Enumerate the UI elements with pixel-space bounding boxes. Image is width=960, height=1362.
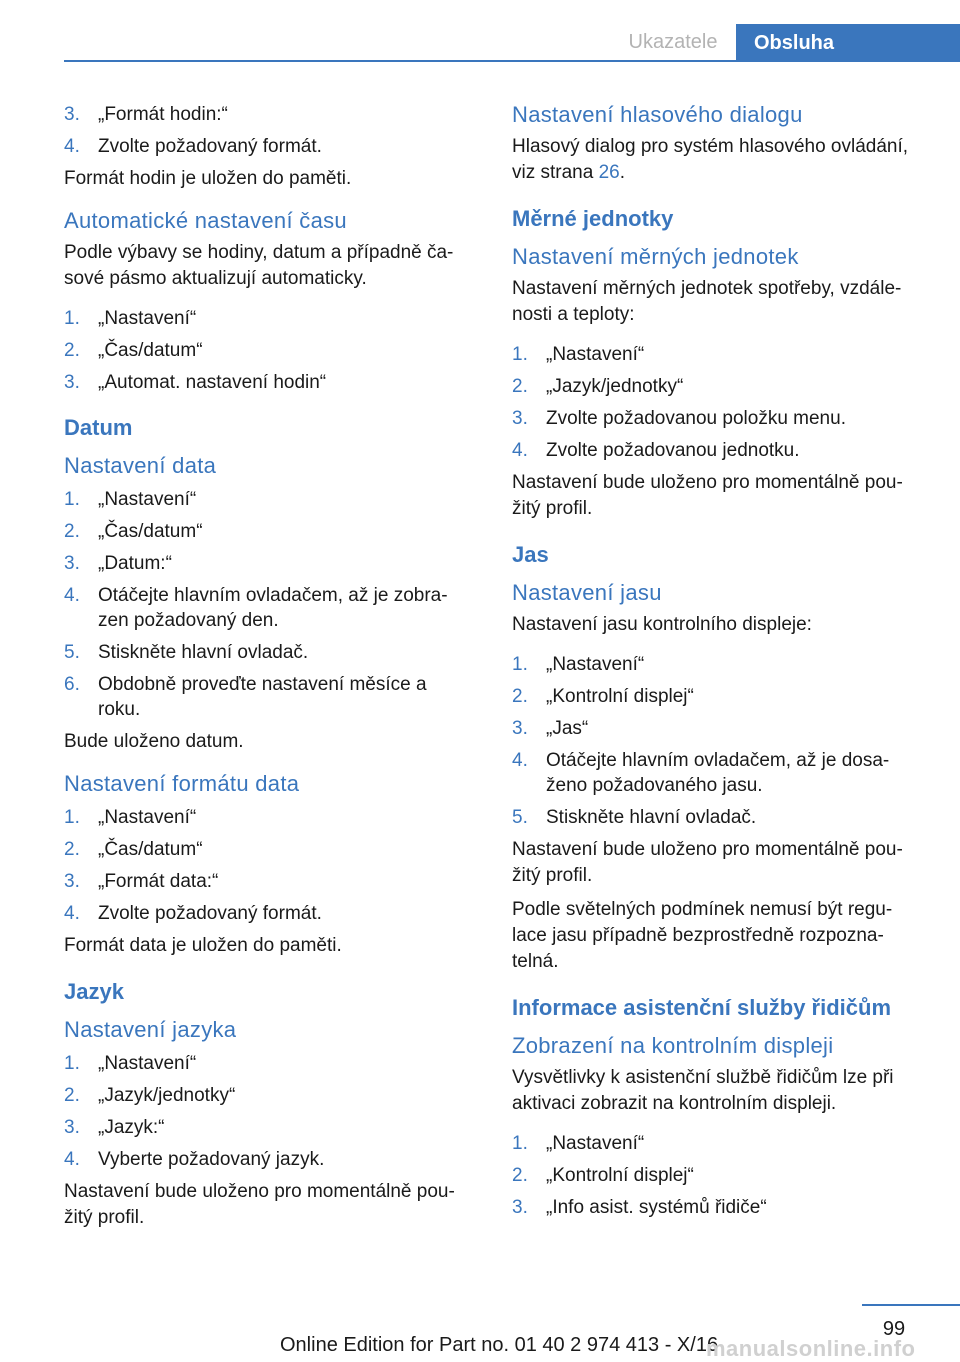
step-number: 3. [512, 718, 528, 739]
step-text: „Formát hodin:“ [98, 104, 228, 125]
step-number: 1. [512, 654, 528, 675]
clock-format-steps [64, 102, 474, 159]
step-number: 3. [64, 871, 80, 892]
footer-rule [862, 1304, 960, 1306]
clock-format-note: Formát hodin je uložen do paměti. [64, 168, 352, 189]
page-link[interactable]: 26 [598, 162, 620, 183]
step-number: 3. [64, 553, 80, 574]
step-number: 3. [64, 372, 80, 393]
step-number: 1. [64, 308, 80, 329]
list-item [64, 551, 474, 576]
list-item [512, 342, 922, 367]
list-item [64, 102, 474, 127]
step-number: 5. [512, 807, 528, 828]
step-text: „Nastavení“ [98, 1053, 197, 1074]
heading-language-setting: Nastavení jazyka [64, 1017, 237, 1042]
step-number: 4. [512, 440, 528, 461]
step-number: 2. [64, 340, 80, 361]
step-text: „Nastavení“ [546, 1133, 645, 1154]
step-text: Stiskněte hlavní ovladač. [546, 807, 757, 828]
step-number: 2. [512, 376, 528, 397]
auto-time-steps [64, 306, 474, 395]
date-setting-steps [64, 487, 474, 722]
step-text: „Nastavení“ [546, 654, 645, 675]
list-item [64, 1051, 474, 1076]
voice-dialog-text-end: . [619, 162, 626, 183]
voice-dialog-text [512, 134, 922, 186]
edition-text: Online Edition for Part no. 01 40 2 974 413 - X/16 [280, 1334, 719, 1356]
list-item [512, 748, 922, 798]
heading-date-setting: Nastavení data [64, 453, 217, 478]
date-format-note: Formát data je uložen do paměti. [64, 935, 342, 956]
step-text: Otáčejte hlavním ovladačem, až je zobra‐ zen požadovaný den. [98, 585, 448, 631]
step-text: Obdobně proveďte nastavení měsíce a roku. [98, 674, 427, 720]
list-item [512, 438, 922, 463]
list-item [64, 805, 474, 830]
step-text: „Jas“ [546, 718, 589, 739]
step-text: „Čas/datum“ [98, 521, 203, 542]
heading-auto-time: Automatické nastavení času [64, 208, 347, 233]
units-text: Nastavení měrných jednotek spotřeby, vzdále‐ nosti a teploty: [512, 278, 902, 325]
list-item [64, 519, 474, 544]
step-number: 1. [64, 807, 80, 828]
step-text: „Kontrolní displej“ [546, 686, 694, 707]
step-number: 2. [64, 521, 80, 542]
step-text: „Kontrolní displej“ [546, 1165, 694, 1186]
step-text: Zvolte požadovaný formát. [98, 903, 322, 924]
list-item [512, 1195, 922, 1220]
step-text: „Formát data:“ [98, 871, 219, 892]
list-item [64, 1115, 474, 1140]
date-format-steps [64, 805, 474, 926]
units-saved-note: Nastavení bude uloženo pro momentálně pou‐ žitý profil. [512, 472, 903, 519]
date-saved-note: Bude uloženo datum. [64, 731, 244, 752]
step-number: 5. [64, 642, 80, 663]
step-number: 4. [64, 1149, 80, 1170]
step-number: 3. [512, 408, 528, 429]
list-item [64, 306, 474, 331]
step-number: 4. [64, 585, 80, 606]
heading-driver-assist-info: Informace asistenční služby řidičům [512, 995, 892, 1020]
heading-jazyk: Jazyk [64, 979, 124, 1004]
voice-dialog-text-main: Hlasový dialog pro systém hlasového ovládání, viz strana [512, 136, 909, 183]
step-text: „Jazyk/jednotky“ [546, 376, 684, 397]
step-number: 3. [64, 1117, 80, 1138]
heading-units: Měrné jednotky [512, 206, 674, 231]
step-number: 1. [64, 1053, 80, 1074]
list-item [512, 1131, 922, 1156]
step-text: „Datum:“ [98, 553, 172, 574]
page-number: 99 [882, 1318, 906, 1340]
step-text: Zvolte požadovanou jednotku. [546, 440, 800, 461]
display-info-steps [512, 1131, 922, 1220]
tab-ukazatele[interactable]: Ukazatele [628, 31, 718, 53]
list-item [64, 901, 474, 926]
step-text: Vyberte požadovaný jazyk. [98, 1149, 325, 1170]
step-text: „Nastavení“ [98, 489, 197, 510]
step-text: Stiskněte hlavní ovladač. [98, 642, 309, 663]
list-item [64, 487, 474, 512]
list-item [64, 640, 474, 665]
watermark: manualsonline.info [706, 1336, 916, 1361]
step-text: Otáčejte hlavním ovladačem, až je dosa‐ ženo požadovaného jasu. [546, 750, 890, 796]
tab-obsluha[interactable]: Obsluha [736, 24, 960, 62]
heading-voice-dialog: Nastavení hlasového dialogu [512, 102, 803, 127]
list-item [512, 406, 922, 431]
step-number: 1. [64, 489, 80, 510]
heading-jas: Jas [512, 542, 549, 567]
language-saved-note: Nastavení bude uloženo pro momentálně pou‐ žitý profil. [64, 1181, 455, 1228]
step-number: 2. [64, 839, 80, 860]
display-info-text: Vysvětlivky k asistenční službě řidičům lze při aktivaci zobrazit na kontrolním displeji. [512, 1067, 894, 1114]
list-item [64, 672, 474, 722]
list-item [64, 370, 474, 395]
list-item [512, 652, 922, 677]
list-item [64, 869, 474, 894]
auto-time-text: Podle výbavy se hodiny, datum a případně ča‐ sové pásmo aktualizují automaticky. [64, 242, 454, 289]
step-number: 4. [64, 903, 80, 924]
step-text: „Čas/datum“ [98, 340, 203, 361]
left-column [64, 102, 474, 1245]
list-item [64, 583, 474, 633]
list-item [64, 1147, 474, 1172]
step-text: „Info asist. systémů řidiče“ [546, 1197, 767, 1218]
list-item [512, 805, 922, 830]
list-item [512, 684, 922, 709]
heading-brightness-setting: Nastavení jasu [512, 580, 662, 605]
units-steps [512, 342, 922, 463]
step-number: 1. [512, 344, 528, 365]
step-text: „Automat. nastavení hodin“ [98, 372, 327, 393]
step-text: „Nastavení“ [546, 344, 645, 365]
list-item [64, 1083, 474, 1108]
step-text: Zvolte požadovaný formát. [98, 136, 322, 157]
brightness-steps [512, 652, 922, 830]
step-number: 3. [512, 1197, 528, 1218]
list-item [512, 716, 922, 741]
step-number: 3. [64, 104, 80, 125]
brightness-light-note: Podle světelných podmínek nemusí být regu‐ lace jasu případně bezprostředně rozpozna‐ telná. [512, 899, 893, 972]
step-text: „Čas/datum“ [98, 839, 203, 860]
list-item [64, 338, 474, 363]
step-number: 4. [512, 750, 528, 771]
list-item [64, 837, 474, 862]
step-number: 2. [512, 1165, 528, 1186]
step-text: „Nastavení“ [98, 308, 197, 329]
step-text: „Jazyk/jednotky“ [98, 1085, 236, 1106]
brightness-saved-note: Nastavení bude uloženo pro momentálně pou‐ žitý profil. [512, 839, 903, 886]
step-number: 1. [512, 1133, 528, 1154]
heading-date-format: Nastavení formátu data [64, 771, 300, 796]
language-steps [64, 1051, 474, 1172]
step-text: „Nastavení“ [98, 807, 197, 828]
list-item [64, 134, 474, 159]
list-item [512, 1163, 922, 1188]
heading-datum: Datum [64, 415, 133, 440]
heading-display-info: Zobrazení na kontrolním displeji [512, 1033, 834, 1058]
step-number: 6. [64, 674, 80, 695]
step-text: Zvolte požadovanou položku menu. [546, 408, 846, 429]
step-number: 2. [512, 686, 528, 707]
step-number: 4. [64, 136, 80, 157]
step-number: 2. [64, 1085, 80, 1106]
list-item [512, 374, 922, 399]
brightness-text: Nastavení jasu kontrolního displeje: [512, 614, 812, 635]
heading-units-setting: Nastavení měrných jednotek [512, 244, 799, 269]
step-text: „Jazyk:“ [98, 1117, 165, 1138]
right-column [512, 100, 922, 1227]
